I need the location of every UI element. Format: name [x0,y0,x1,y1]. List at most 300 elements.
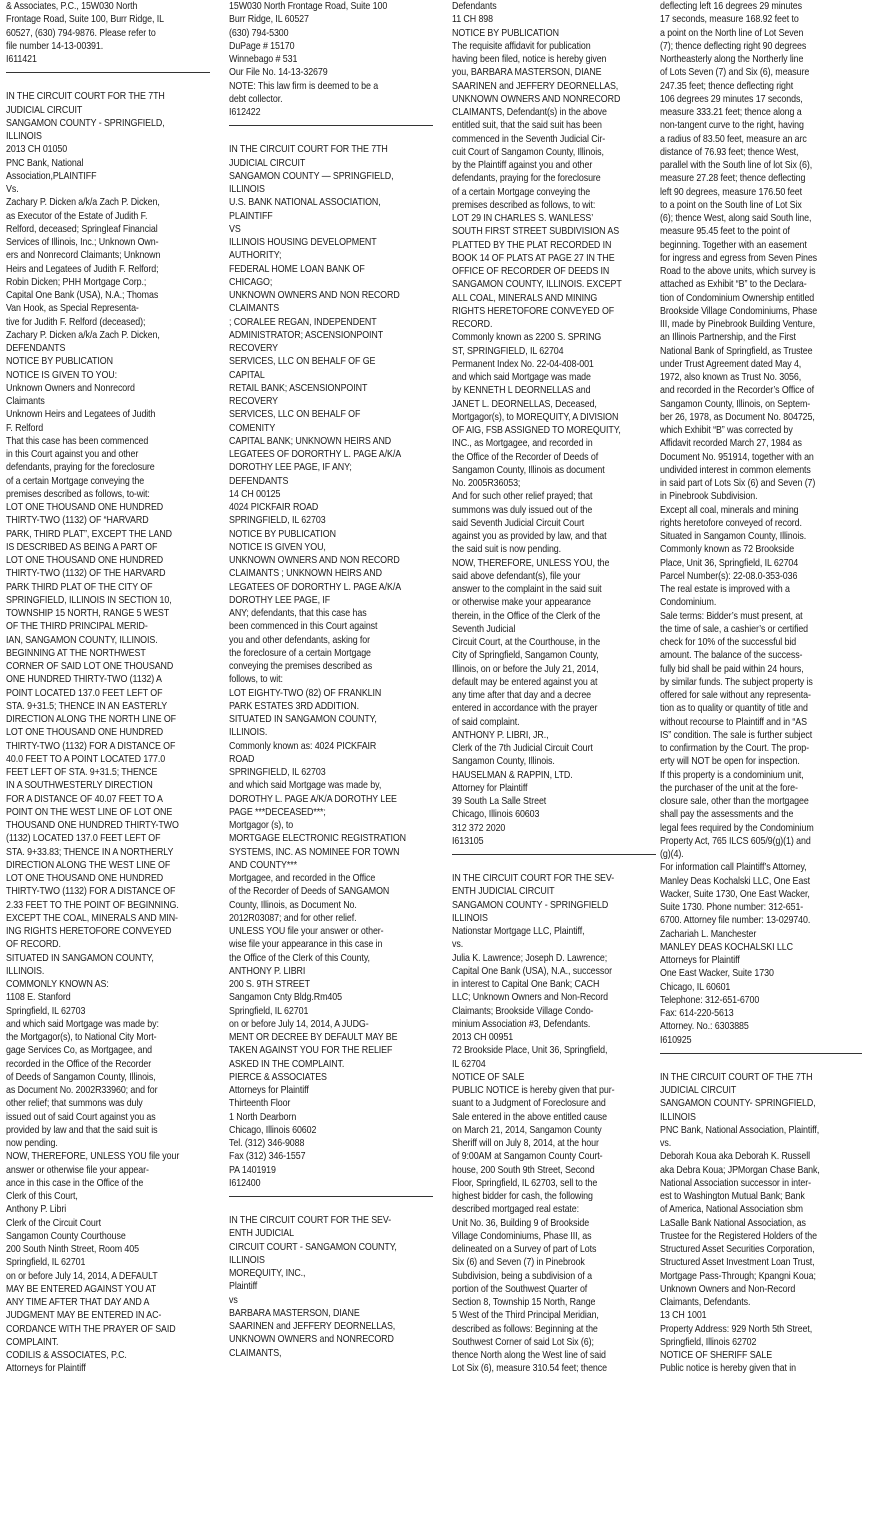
notice-line: DOROTHY L. PAGE A/K/A DOROTHY LEE [229,793,397,805]
notice-line: amount. The balance of the success- [660,650,803,662]
notice-line: Mortgage Pass-Through; Kpangni Koua; [660,1270,816,1282]
notice-line: Structured Asset Investment Loan Trust, [660,1257,815,1269]
notice-line: F. Relford [6,422,44,434]
notice-line: Northeasterly along the Northerly line [660,54,804,65]
notice-line: National Association successor in inter- [660,1177,812,1189]
notice-line: aka Debra Koua; JPMorgan Chase Bank, [660,1164,820,1176]
notice-line: issued out of said Court against you as [6,1111,156,1123]
notice-line: ILLINOIS [6,131,42,142]
notice-line: Zachary P. Dicken a/k/a Zach P. Dicken, [6,197,160,209]
notice-line: SANGAMON COUNTY - SPRINGFIELD [452,899,609,911]
notice-line: ASKED IN THE COMPLAINT. [229,1058,345,1070]
notice-line: a point on the North line of Lot Seven [660,27,804,39]
notice-line: TAKEN AGAINST YOU FOR THE RELIEF [229,1045,393,1057]
notice-line: ILLINOIS [660,1111,696,1123]
notice-line: CLAIMANTS ; UNKNOWN HEIRS AND [229,568,382,580]
notice-line: the time of sale, a cashier’s or certified [660,623,809,635]
notice-line: SANGAMON COUNTY — SPRINGFIELD, [229,170,394,182]
notice-line: tive for Judith F. Relford (deceased); [6,316,146,328]
column-4 [660,0,870,1518]
notice-line: described as follows: Beginning at the [452,1323,598,1335]
notice-line: PUBLIC NOTICE is hereby given that pur- [452,1085,615,1096]
notice-line: Clerk of this Court, [6,1191,78,1202]
notice-line: DOROTHY LEE PAGE, IF ANY; [229,462,352,474]
notice-line: LOT EIGHTY-TWO (82) OF FRANKLIN [229,687,382,699]
notice-line: IN THE CIRCUIT COURT FOR THE SEV- [452,873,615,884]
notice-line: NOTICE IS GIVEN YOU, [229,541,326,553]
notice-line: Mortgagor (s), to [229,820,294,831]
notice-line: defendants, praying for the foreclosure [6,462,155,474]
notice-line: Attorneys for Plaintiff [229,1085,309,1096]
notice-line: summons was duly issued out of the [452,504,593,516]
notice-line: Sangamon County Courthouse [6,1230,126,1242]
notice-line: COMENITY [229,422,276,434]
notice-line: IN A SOUTHWESTERLY DIRECTION [6,780,153,792]
notice-line: 2.33 FEET TO THE POINT OF BEGINNING. [6,899,179,911]
notice-line: 6700. Attorney file number: 13-029740. [660,915,811,927]
notice-line: minium Association #3, Defendants. [452,1018,591,1030]
notice-line: NOTICE IS GIVEN TO YOU: [6,369,118,381]
notice-line: NOW, THEREFORE, UNLESS YOU, the [452,557,610,569]
notice-line: STA. 9+33.83; THENCE IN A NORTHERLY [6,846,174,858]
notice-line: CLAIMANTS, [229,1347,282,1359]
notice-line: Village Condominiums, Phase III, as [452,1230,592,1242]
notice-line: to confirmation by the Court. The prop- [660,743,809,754]
legal-notice [452,872,664,1376]
notice-line: ROAD [229,753,255,765]
notice-line: which Exhibit “B” was corrected by [660,425,793,436]
notice-line: Claimants [6,396,45,407]
notice-line: Association,PLAINTIFF [6,170,97,182]
notice-line: PNC Bank, National Association, Plaintiff, [660,1124,820,1136]
notice-line: debt collector. [229,93,283,105]
notice-line: follows, to wit: [229,674,283,686]
notice-line: measure 27.28 feet; thence deflecting [660,173,806,185]
notice-line: Commonly known as: 4024 PICKFAIR [229,740,377,752]
notice-line: AUTHORITY; [229,250,282,262]
notice-line: MOREQUITY, INC., [229,1268,306,1279]
notice-line: Suite 1730. Phone number: 312-651- [660,902,804,913]
notice-line: OFFICE OF RECORDER OF DEEDS IN [452,266,610,277]
notice-line: RIGHTS HERETOFORE CONVEYED OF [452,305,615,317]
notice-line: Floor, Springfield, IL 62703, sell to the [452,1177,598,1189]
notice-line: suant to a Judgment of Foreclosure and [452,1098,606,1110]
notice-line: IS” condition. The sale is further subject [660,729,813,741]
notice-line: Springfield, IL 62703 [6,1005,86,1017]
notice-line: SAARINEN and JEFFERY DEORNELLAS, [452,80,619,92]
notice-line: Unknown Owners and Nonrecord [6,382,135,394]
notice-line: now pending. [6,1138,58,1149]
notice-line: other relief; that summons was duly [6,1098,143,1110]
notice-line: & Associates, P.C., 15W030 North [6,1,138,12]
notice-line: recorded in the Office of the Recorder [6,1058,152,1070]
notice-line: SPRINGFIELD, ILLINOIS IN SECTION 10, [6,594,172,606]
notice-line: vs. [660,1138,672,1149]
notice-line: I613105 [452,835,484,847]
notice-line: JUDICIAL CIRCUIT [6,104,83,116]
notice-line: deflecting left 16 degrees 29 minutes [660,1,802,12]
notice-line: for ingress and egress from Seven Pines [660,252,818,264]
notice-line: National Bank of Springfield, as Trustee [660,345,813,357]
notice-line: SANGAMON COUNTY- SPRINGFIELD, [660,1098,816,1110]
notice-line: Place, Unit 36, Springfield, IL 62704 [660,557,799,569]
notice-line: of America, National Association sbm [660,1204,803,1216]
notice-line: LEGATEES OF DORORTHY L. PAGE A/K/A [229,449,402,460]
notice-line: of a certain Mortgage conveying the [6,475,145,487]
notice-line: Illinois, on or before the July 21, 2014, [452,663,599,675]
notice-line: Capital One Bank (USA), N.A.; Thomas [6,290,159,301]
notice-line: offered for sale without any representa- [660,690,811,701]
notice-line: Commonly known as 72 Brookside [660,544,795,556]
notice-line: in said part of Lots Six (6) and Seven (7) [660,478,816,489]
notice-line: Claimants; Brookside Village Condo- [452,1005,594,1017]
notice-divider [660,1053,862,1054]
notice-line: FOR A DISTANCE OF 40.07 FEET TO A [6,793,163,805]
notice-line: on or before July 14, 2014, A JUDG- [229,1018,369,1030]
notice-line: BEGINNING AT THE NORTHWEST [6,647,146,659]
notice-line: Attorney. No.: 6303885 [660,1021,749,1033]
notice-line: LLC; Unknown Owners and Non-Record [452,992,608,1004]
notice-line: in interest to Capital One Bank; CACH [452,979,600,990]
notice-divider [452,854,656,855]
notice-line: said above defendant(s), file your [452,570,581,582]
notice-line: PARK, THIRD PLAT”, EXCEPT THE LAND [6,528,172,540]
notice-line: EXCEPT THE COAL, MINERALS AND MIN- [6,912,178,924]
notice-line: vs. [452,939,464,951]
notice-line: Sheriff will on July 8, 2014, at the hour [452,1138,599,1149]
notice-line: I611421 [6,54,37,65]
notice-line: fully bid shall be paid within 24 hours, [660,663,804,675]
notice-line: provided by law and that the said suit is [6,1124,158,1136]
notice-line: against you as provided by law, and that [452,531,607,542]
notice-line: Sale terms: Bidder’s must present, at [660,610,803,622]
notice-line: Public notice is hereby given that in [660,1363,796,1375]
notice-line: DIRECTION ALONG THE NORTH LINE OF [6,714,177,725]
notice-line: Anthony P. Libri [6,1204,67,1216]
notice-line: UNKNOWN OWNERS AND NONRECORD [452,93,621,105]
legal-notice [229,0,441,119]
notice-line: 14 CH 00125 [229,488,281,500]
notice-line: Mortgagor(s), to MOREQUITY, A DIVISION [452,411,619,423]
notice-line: Wacker, Suite 1730, One East Wacker, [660,888,810,900]
notice-line: Lot Six (6), measure 310.54 feet; thence [452,1363,607,1375]
legal-notice [452,0,664,848]
notice-line: Vs. [6,184,19,195]
notice-line: 5 West of the Third Principal Meridian, [452,1310,599,1322]
notice-line: of Deeds of Sangamon County, Illinois, [6,1071,156,1083]
notice-line: 1 North Dearborn [229,1111,297,1123]
notice-line: answer or otherwise file your appear- [6,1164,149,1176]
notice-line: No. 2005R36053; [452,478,521,489]
notice-line: TOWNSHIP 15 NORTH, RANGE 5 WEST [6,608,170,619]
notice-line: Springfield, IL 62701 [6,1257,86,1269]
notice-line: ber 26, 1978, as Document No. 804725, [660,411,815,423]
notice-line: 4024 PICKFAIR ROAD [229,502,319,513]
notice-line: conveying the premises described as [229,661,373,672]
notice-line: POINT ON THE WEST LINE OF LOT ONE [6,806,173,818]
notice-line: ANTHONY P. LIBRI [229,965,306,977]
notice-line: and recorded in the Recorder’s Office of [660,385,814,397]
notice-line: CHICAGO; [229,276,273,288]
notice-line: (6); thence West, along said South line, [660,213,812,224]
notice-line: 200 South Ninth Street, Room 405 [6,1244,139,1255]
notice-line: on or before July 14, 2014, A DEFAULT [6,1270,158,1282]
notice-line: and which said Mortgage was made [452,372,591,383]
notice-line: the Office of the Clerk of this County, [229,952,370,964]
notice-line: erty will NOT be open for inspection. [660,756,800,768]
notice-line: an Illinois Partnership, and the First [660,332,796,344]
notice-line: Services of Illinois, Inc.; Unknown Own- [6,237,159,248]
notice-line: MORTGAGE ELECTRONIC REGISTRATION [229,833,406,845]
notice-line: in Pinebrook Subdivision. [660,491,758,503]
notice-line: MENT OR DECREE BY DEFAULT MAY BE [229,1032,398,1043]
notice-line: ILLINOIS [229,184,265,195]
notice-divider [6,72,210,73]
notice-line: Sangamon County, Illinois, on Septem- [660,398,811,410]
notice-line: PA 1401919 [229,1164,276,1176]
notice-line: in this Court against you and other [6,449,139,460]
notice-line: SOUTH FIRST STREET SUBDIVISION AS [452,226,620,238]
notice-line: THIRTY-TWO (1132) OF THE HARVARD [6,568,166,580]
notice-line: Property Address: 929 North 5th Street, [660,1323,813,1335]
notice-line: 11 CH 898 [452,14,494,26]
notice-line: SANGAMON COUNTY, ILLINOIS. EXCEPT [452,279,622,291]
notice-line: the said suit is now pending. [452,544,562,556]
notice-line: 2013 CH 00951 [452,1032,514,1043]
notice-line: you and other defendants, asking for [229,634,371,646]
notice-line: 15W030 North Frontage Road, Suite 100 [229,1,388,12]
notice-line: NOTICE BY PUBLICATION [452,27,559,39]
legal-notice [229,143,441,1190]
notice-line: SERVICES, LLC ON BEHALF OF GE [229,356,376,368]
notice-line: SERVICES, LLC ON BEHALF OF [229,409,361,421]
notice-line: of said complaint. [452,716,520,728]
notice-line: attached as Exhibit “B” to the Declara- [660,279,807,291]
notice-line: SITUATED IN SANGAMON COUNTY, [229,714,377,725]
notice-line: Unknown Heirs and Legatees of Judith [6,409,156,421]
notice-line: Burr Ridge, IL 60527 [229,14,309,26]
notice-line: Brookside Village Condominiums, Phase [660,305,818,317]
notice-line: ; CORALEE REGAN, INDEPENDENT [229,316,377,328]
notice-line: Structured Asset Securities Corporation, [660,1244,815,1255]
notice-line: IS DESCRIBED AS BEING A PART OF [6,541,158,553]
notice-line: vs [229,1294,238,1306]
notice-line: Julia K. Lawrence; Joseph D. Lawrence; [452,952,608,964]
notice-line: file number 14-13-00391. [6,40,104,52]
notice-line: Clerk of the Circuit Court [6,1217,101,1229]
legal-notice [229,1214,441,1360]
notice-line: Seventh Judicial [452,623,516,635]
notice-line: CAPITAL [229,369,265,381]
notice-line: of a certain Mortgage conveying the [452,186,591,198]
notice-line: having been filed, notice is hereby given [452,54,607,65]
notice-line: LEGATEES OF DORORTHY L. PAGE A/K/A [229,581,402,593]
notice-line: County, Illinois, as Document No. [229,899,357,911]
notice-line: delineated on a Survey of part of Lots [452,1244,597,1255]
notice-line: ING RIGHTS HERETOFORE CONVEYED [6,926,172,937]
notice-line: ILLINOIS HOUSING DEVELOPMENT [229,237,377,248]
notice-line: Van Hook, as Special Representa- [6,303,139,315]
notice-line: you, BARBARA MASTERSON, DIANE [452,67,602,79]
notice-line: of the Recorder of Deeds of SANGAMON [229,886,390,898]
notice-line: ALL COAL, MINERALS AND MINING [452,292,598,304]
notice-line: of Lots Seven (7) and Six (6), measure [660,67,810,79]
notice-line: said Seventh Judicial Circuit Court [452,517,585,529]
notice-line: UNKNOWN OWNERS AND NON RECORD [229,555,400,566]
notice-line: a radius of 83.50 feet, measure an arc [660,133,807,145]
notice-line: as Document No. 2002R33960; and for [6,1085,158,1096]
notice-line: Manley Deas Kochalski LLC, One East [660,875,810,887]
legal-notice [660,1071,870,1376]
notice-line: U.S. BANK NATIONAL ASSOCIATION, [229,197,381,209]
notice-line: premises described as follows, to wit: [452,199,596,211]
notice-line: The real estate is improved with a [660,584,790,595]
notice-line: LOT ONE THOUSAND ONE HUNDRED [6,555,164,566]
notice-line: PARK THIRD PLAT OF THE CITY OF [6,581,153,593]
notice-line: Attorney for Plaintiff [452,782,528,794]
notice-line: of 9:00AM at Sangamon County Court- [452,1151,603,1163]
notice-line: Attorneys for Plaintiff [6,1363,86,1375]
notice-line: LOT 29 IN CHARLES S. WANLESS’ [452,213,594,224]
notice-line: CORNER OF SAID LOT ONE THOUSAND [6,661,174,672]
notice-line: VS [229,223,241,235]
notice-line: entitled suit, that the said suit has been [452,120,602,132]
notice-line: MANLEY DEAS KOCHALSKI LLC [660,941,793,953]
notice-line: JUDGMENT MAY BE ENTERED IN AC- [6,1310,162,1322]
notice-line: or otherwise make your appearance [452,597,591,609]
notice-line: POINT LOCATED 137.0 FEET LEFT OF [6,687,163,699]
notice-line: ILLINOIS. [6,965,45,977]
column-2 [229,0,441,1518]
notice-line: Attorneys for Plaintiff [660,955,740,966]
notice-line: ILLINOIS [229,1254,265,1266]
notice-line: (1132) LOCATED 137.0 FEET LEFT OF [6,833,161,845]
notice-line: the foreclosure of a certain Mortgage [229,647,371,659]
notice-line: Subdivision, being a subdivision of a [452,1270,592,1282]
notice-line: Section 8, Township 15 North, Range [452,1297,596,1308]
notice-line: Springfield, Illinois 62702 [660,1336,757,1348]
notice-line: thence North along the West line of said [452,1350,606,1361]
notice-line: SANGAMON COUNTY - SPRINGFIELD, [6,117,165,129]
notice-line: COMPLAINT. [6,1336,59,1348]
notice-line: BOOK 14 OF PLATS AT PAGE 27 IN THE [452,252,615,264]
notice-line: 72 Brookside Place, Unit 36, Springfield, [452,1045,608,1057]
notice-line: DuPage # 15170 [229,40,295,52]
notice-line: SPRINGFIELD, IL 62703 [229,767,326,778]
notice-line: SAARINEN and JEFFERY DEORNELLAS, [229,1321,396,1332]
notice-line: Document No. 951914, together with an [660,451,814,463]
notice-line: 2013 CH 01050 [6,144,68,156]
notice-line: the Office of the Recorder of Deeds of [452,451,599,463]
notice-line: Chicago, IL 60601 [660,981,731,993]
notice-line: STA. 9+31.5; THENCE IN AN EASTERLY [6,700,168,712]
notice-line: house, 200 South 9th Street, Second [452,1164,595,1176]
notice-line: Trustee for the Registered Holders of the [660,1230,818,1242]
notice-line: ILLINOIS [452,912,488,924]
notice-line: MAY BE ENTERED AGAINST YOU AT [6,1283,157,1295]
notice-line: 106 degrees 29 minutes 17 seconds, [660,93,803,105]
notice-line: ADMINISTRATOR; ASCENSIONPOINT [229,329,384,341]
notice-line: SYSTEMS, INC. AS NOMINEE FOR TOWN [229,846,400,858]
notice-line: entered in accordance with the prayer [452,703,598,715]
notice-line: HAUSELMAN & RAPPIN, LTD. [452,769,573,781]
notice-line: (g)(4). [660,849,684,860]
notice-line: SPRINGFIELD, IL 62703 [229,515,326,527]
notice-line: IL 62704 [452,1058,486,1070]
notice-line: Frontage Road, Suite 100, Burr Ridge, IL [6,14,164,26]
notice-line: Claimants, Defendants. [660,1297,751,1308]
notice-line: Mortgagee, and recorded in the Office [229,873,376,884]
notice-line: UNLESS YOU file your answer or other- [229,926,384,937]
notice-line: IAN, SANGAMON COUNTY, ILLINOIS. [6,634,158,646]
notice-line: left 90 degrees, measure 176.50 feet [660,186,803,198]
notice-line: City of Springfield, Sangamon County, [452,650,599,662]
notice-line: FEDERAL HOME LOAN BANK OF [229,263,365,275]
notice-line: defendants, praying for the foreclosure [452,173,601,185]
notice-line: CLAIMANTS [229,303,280,315]
notice-line: Affidavit recorded March 27, 1984 as [660,438,802,450]
notice-line: JANET L. DEORNELLAS, Deceased, [452,398,597,410]
notice-line: DEFENDANTS [229,475,289,487]
notice-line: highest bidder for cash, the following [452,1191,593,1202]
notice-line: check for 10% of the successful bid [660,637,797,648]
notice-line: Relford, deceased; Springleaf Financial [6,223,158,235]
notice-line: FEET LEFT OF STA. 9+31.5; THENCE [6,767,158,778]
notice-line: ENTH JUDICIAL [229,1228,294,1240]
notice-line: IN THE CIRCUIT COURT FOR THE SEV- [229,1215,392,1226]
notice-line: 13 CH 1001 [660,1310,707,1322]
notice-line: Sangamon Cnty Bldg.Rm405 [229,992,342,1004]
notice-line: tion of Condominium Ownership entitled [660,292,815,304]
notice-line: Except all coal, minerals and mining [660,504,799,516]
notice-line: on March 21, 2014, Sangamon County [452,1124,602,1136]
notice-line: Parcel Number(s): 22-08.0-353-036 [660,570,798,582]
notice-line: OF RECORD. [6,939,61,951]
notice-line: NOTICE BY PUBLICATION [6,356,113,368]
notice-line: parallel with the South line of lot Six (6), [660,160,813,171]
notice-line: RECOVERY [229,343,278,354]
notice-line: portion of the Southwest Quarter of [452,1283,588,1295]
notice-line: PLAINTIFF [229,210,273,222]
notice-line: III, made by Pinebrook Building Venture, [660,319,815,330]
notice-line: I612422 [229,107,261,118]
notice-line: Tel. (312) 346-9088 [229,1138,305,1149]
notice-line: been commenced in this Court against [229,621,378,633]
notice-line: For information call Plaintiff’s Attorney, [660,862,807,874]
notice-line: PLATTED BY THE PLAT RECORDED IN [452,239,612,251]
notice-line: Fax (312) 346-1557 [229,1151,306,1163]
notice-line: the Mortgagor(s), to National City Mort- [6,1032,157,1043]
notice-divider [229,1196,433,1197]
notice-line: Defendants [452,1,497,12]
legal-notice [6,90,218,1375]
notice-line: Southwest Corner of said Lot Six (6); [452,1336,594,1348]
notice-line: IN THE CIRCUIT COURT FOR THE 7TH [229,144,388,156]
notice-line: Springfield, IL 62701 [229,1005,309,1017]
notice-line: I612400 [229,1177,261,1189]
notice-line: THIRTY-TWO (1132) OF “HARVARD [6,515,149,527]
notice-line: PARK ESTATES 3RD ADDITION. [229,700,359,712]
notice-line: 60527, (630) 794-9876. Please refer to [6,27,156,39]
notice-line: without recourse to Plaintiff and in “AS [660,716,807,728]
notice-line: CAPITAL BANK; UNKNOWN HEIRS AND [229,435,392,447]
notice-line: Our File No. 14-13-32679 [229,67,328,79]
notice-line: Unit No. 36, Building 9 of Brookside [452,1217,590,1229]
notice-line: NOTICE OF SHERIFF SALE [660,1350,773,1361]
notice-line: Sangamon County, Illinois. [452,756,555,768]
notice-line: PNC Bank, National [6,157,84,169]
notice-line: CLAIMANTS, Defendant(s) in the above [452,107,607,118]
